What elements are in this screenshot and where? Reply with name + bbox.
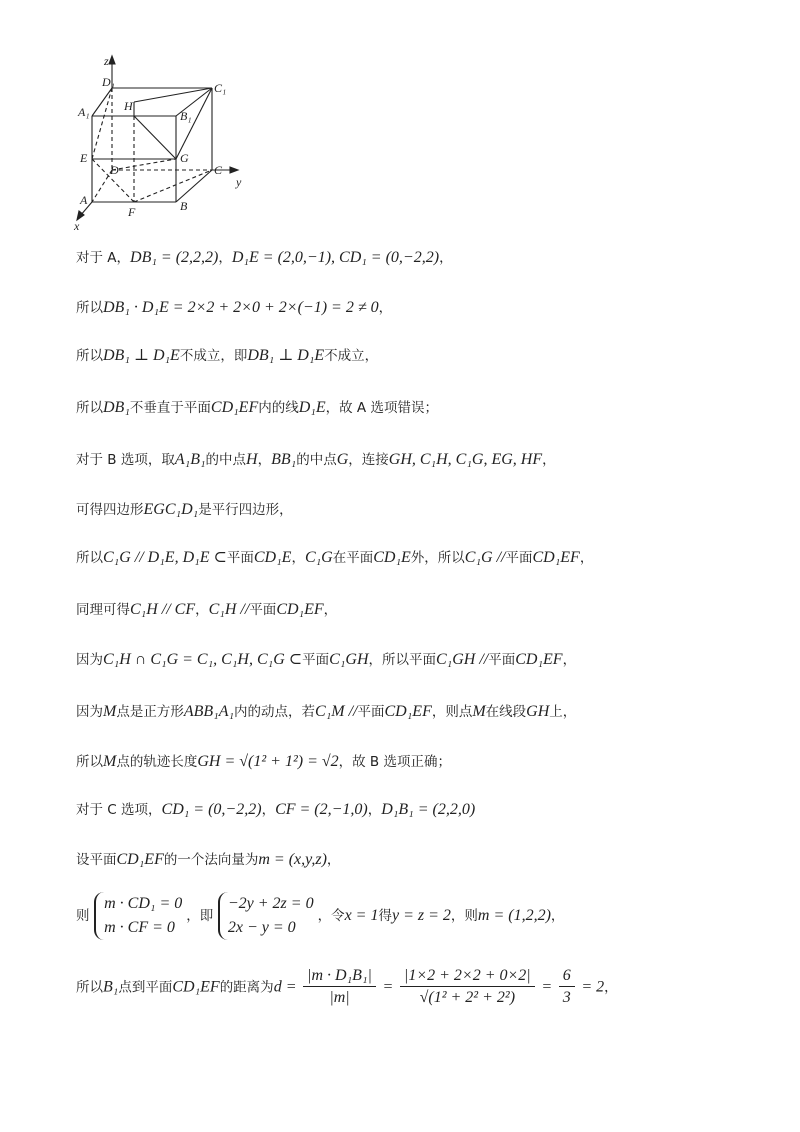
solution-line-6 bbox=[76, 500, 293, 520]
math: = bbox=[382, 978, 394, 996]
math: = 2 bbox=[581, 978, 605, 996]
denominator: 3 bbox=[562, 989, 571, 1006]
text: 平面 bbox=[302, 652, 330, 668]
text: ， bbox=[542, 452, 556, 468]
text: ， bbox=[291, 550, 305, 566]
numerator: 6 bbox=[559, 966, 575, 987]
text: 得 bbox=[378, 908, 392, 924]
math: M bbox=[103, 753, 117, 770]
label-A1: A₁ bbox=[78, 105, 90, 119]
label-E: E bbox=[80, 151, 88, 165]
math: C₁GH bbox=[329, 651, 369, 668]
text: ，故 B 选项正确； bbox=[338, 754, 451, 770]
label-C: C bbox=[214, 163, 223, 177]
text: 在线段 bbox=[485, 704, 527, 720]
solution-line-5 bbox=[76, 450, 556, 470]
fraction-1 bbox=[303, 966, 376, 1009]
math: CD₁EF bbox=[532, 549, 580, 566]
text: 所以 bbox=[76, 348, 103, 364]
text: 不垂直于平面 bbox=[129, 400, 211, 416]
denominator: √(1² + 2² + 2²) bbox=[419, 989, 516, 1006]
text: ，令 bbox=[317, 908, 345, 924]
text: 平面 bbox=[505, 550, 533, 566]
label-D: D bbox=[110, 163, 119, 177]
math: C₁H // CF bbox=[130, 601, 196, 618]
text: 所以 bbox=[76, 550, 103, 566]
text: 对于 B 选项，取 bbox=[76, 452, 175, 468]
text: 则 bbox=[76, 908, 90, 924]
text: ，连接 bbox=[348, 452, 389, 468]
text: 内的动点，若 bbox=[234, 704, 316, 720]
math: CD₁EF bbox=[515, 651, 563, 668]
text: 是平行四边形， bbox=[198, 502, 293, 518]
math: m = (x,y,z) bbox=[258, 851, 327, 868]
text: 同理可得 bbox=[76, 602, 130, 618]
math: DB₁ = (2,2,2) bbox=[130, 249, 219, 266]
text: ， bbox=[562, 652, 577, 668]
solution-line-4 bbox=[76, 398, 438, 418]
solution-line-10 bbox=[76, 702, 576, 722]
math: C₁H ∩ C₁G = C₁, C₁H, C₁G ⊂ bbox=[103, 651, 303, 668]
text: ， bbox=[323, 602, 338, 618]
label-z: z bbox=[104, 54, 109, 68]
math: x = 1 bbox=[344, 907, 379, 924]
math: CD₁EF bbox=[384, 703, 432, 720]
text: 对于 C 选项， bbox=[76, 802, 162, 818]
text: 对于 A， bbox=[76, 250, 131, 266]
math: CF = (2,−1,0) bbox=[275, 801, 368, 818]
math: DB₁ bbox=[103, 399, 130, 416]
label-D1: D₁ bbox=[102, 75, 115, 89]
text: ，则点 bbox=[431, 704, 473, 720]
math: H bbox=[246, 451, 258, 468]
fraction-3 bbox=[559, 966, 575, 1009]
math: CD₁EF bbox=[210, 399, 259, 416]
text: ， bbox=[439, 250, 453, 266]
text: 点是正方形 bbox=[116, 704, 184, 720]
math: C₁G // D₁E, D₁E ⊂ bbox=[103, 549, 227, 566]
equation: m · CF = 0 bbox=[104, 919, 175, 936]
text: 所以 bbox=[76, 979, 103, 996]
text: 所以 bbox=[76, 754, 103, 770]
label-H: H bbox=[124, 99, 133, 113]
text: 平面 bbox=[249, 602, 277, 618]
text: 不成立， bbox=[324, 348, 379, 364]
fraction-2 bbox=[400, 966, 535, 1009]
solution-line-13 bbox=[76, 850, 340, 870]
solution-line-14 bbox=[76, 892, 564, 940]
math: C₁G bbox=[304, 549, 333, 566]
math: CD₁E bbox=[373, 549, 411, 566]
solution-line-3 bbox=[76, 346, 378, 366]
math: GH bbox=[526, 703, 550, 720]
math: M bbox=[103, 703, 117, 720]
text: ， bbox=[257, 452, 272, 468]
math: CD₁EF bbox=[172, 978, 220, 996]
math: EGC₁D₁ bbox=[143, 501, 199, 518]
math: D₁B₁ = (2,2,0) bbox=[381, 801, 476, 818]
math: GH = √(1² + 1²) = √2 bbox=[197, 753, 339, 770]
math: BB₁ bbox=[271, 451, 297, 468]
numerator: |1×2 + 2×2 + 0×2| bbox=[400, 966, 535, 987]
text: 因为 bbox=[76, 704, 103, 720]
text: 外，所以 bbox=[410, 550, 465, 566]
math: C₁G // bbox=[464, 549, 506, 566]
math: A₁B₁ bbox=[174, 451, 206, 468]
solution-line-1 bbox=[76, 248, 453, 268]
cube-diagram bbox=[62, 54, 252, 234]
label-y: y bbox=[236, 175, 242, 189]
text: 的距离为 bbox=[219, 979, 274, 996]
text: ， bbox=[367, 802, 382, 818]
math: GH, C₁H, C₁G, EG, HF bbox=[388, 451, 543, 468]
math: m = (1,2,2) bbox=[477, 907, 551, 924]
text: ，即 bbox=[186, 908, 214, 924]
math: d = bbox=[273, 978, 297, 996]
text: 内的线 bbox=[258, 400, 299, 416]
text: ， bbox=[261, 802, 276, 818]
math: ABB₁A₁ bbox=[183, 703, 235, 720]
equation-system-1 bbox=[94, 892, 186, 940]
label-G: G bbox=[180, 151, 189, 165]
text: 所以 bbox=[76, 300, 103, 316]
math: D₁E bbox=[298, 399, 326, 416]
text: 平面 bbox=[226, 550, 254, 566]
text: 因为 bbox=[76, 652, 103, 668]
label-A: A bbox=[80, 193, 88, 207]
math: C₁H // bbox=[208, 601, 250, 618]
label-B: B bbox=[180, 199, 188, 213]
text: ， bbox=[550, 908, 565, 924]
text: 上， bbox=[549, 704, 577, 720]
math: DB₁ ⊥ D₁E bbox=[247, 347, 325, 364]
text: 所以 bbox=[76, 400, 103, 416]
math: C₁M // bbox=[315, 703, 358, 720]
math: CD₁EF bbox=[276, 601, 324, 618]
text: ， bbox=[378, 300, 393, 316]
text: ， bbox=[579, 550, 594, 566]
text: 的一个法向量为 bbox=[163, 852, 259, 868]
text: 不成立，即 bbox=[179, 348, 248, 364]
text: 点的轨迹长度 bbox=[116, 754, 198, 770]
text: 点到平面 bbox=[118, 979, 173, 996]
math: M bbox=[472, 703, 486, 720]
solution-line-11 bbox=[76, 752, 451, 772]
math: C₁GH // bbox=[436, 651, 489, 668]
label-x: x bbox=[74, 219, 80, 233]
solution-line-15 bbox=[76, 966, 618, 1009]
text: 平面 bbox=[357, 704, 385, 720]
text: 在平面 bbox=[332, 550, 374, 566]
label-C1: C₁ bbox=[214, 81, 227, 95]
text: ， bbox=[326, 852, 341, 868]
math: D₁E = (2,0,−1), CD₁ = (0,−2,2) bbox=[231, 249, 440, 266]
text: ，故 A 选项错误； bbox=[325, 400, 438, 416]
text: 可得四边形 bbox=[76, 502, 144, 518]
text: ， bbox=[195, 602, 209, 618]
math: DB₁ · D₁E = 2×2 + 2×0 + 2×(−1) = 2 ≠ 0 bbox=[103, 299, 379, 316]
math: y = z = 2 bbox=[391, 907, 451, 924]
solution-line-8 bbox=[76, 600, 337, 620]
solution-line-7 bbox=[76, 548, 593, 568]
math: CD₁EF bbox=[116, 851, 164, 868]
denominator: |m| bbox=[329, 989, 350, 1006]
label-F: F bbox=[128, 205, 136, 219]
math: CD₁E bbox=[253, 549, 292, 566]
text: 平面 bbox=[488, 652, 516, 668]
equation: −2y + 2z = 0 bbox=[227, 895, 314, 912]
math: = bbox=[541, 978, 553, 996]
text: 设平面 bbox=[76, 852, 117, 868]
math: CD₁ = (0,−2,2) bbox=[161, 801, 262, 818]
label-B1: B₁ bbox=[180, 109, 192, 123]
math: B₁ bbox=[103, 978, 119, 996]
text: ， bbox=[218, 250, 232, 266]
solution-line-2 bbox=[76, 298, 392, 318]
equation: 2x − y = 0 bbox=[227, 919, 296, 936]
equation: m · CD₁ = 0 bbox=[104, 895, 183, 912]
solution-line-12 bbox=[76, 800, 475, 820]
equation-system-2 bbox=[218, 892, 318, 940]
solution-line-9 bbox=[76, 650, 576, 670]
text: ，则 bbox=[450, 908, 478, 924]
math: DB₁ ⊥ D₁E bbox=[103, 347, 180, 364]
math: G bbox=[336, 451, 349, 468]
cube-figure bbox=[62, 54, 252, 234]
numerator: |m · D₁B₁| bbox=[303, 966, 376, 987]
text: ， bbox=[604, 979, 618, 996]
text: 的中点 bbox=[205, 452, 247, 468]
text: 的中点 bbox=[296, 452, 337, 468]
text: ，所以平面 bbox=[368, 652, 436, 668]
